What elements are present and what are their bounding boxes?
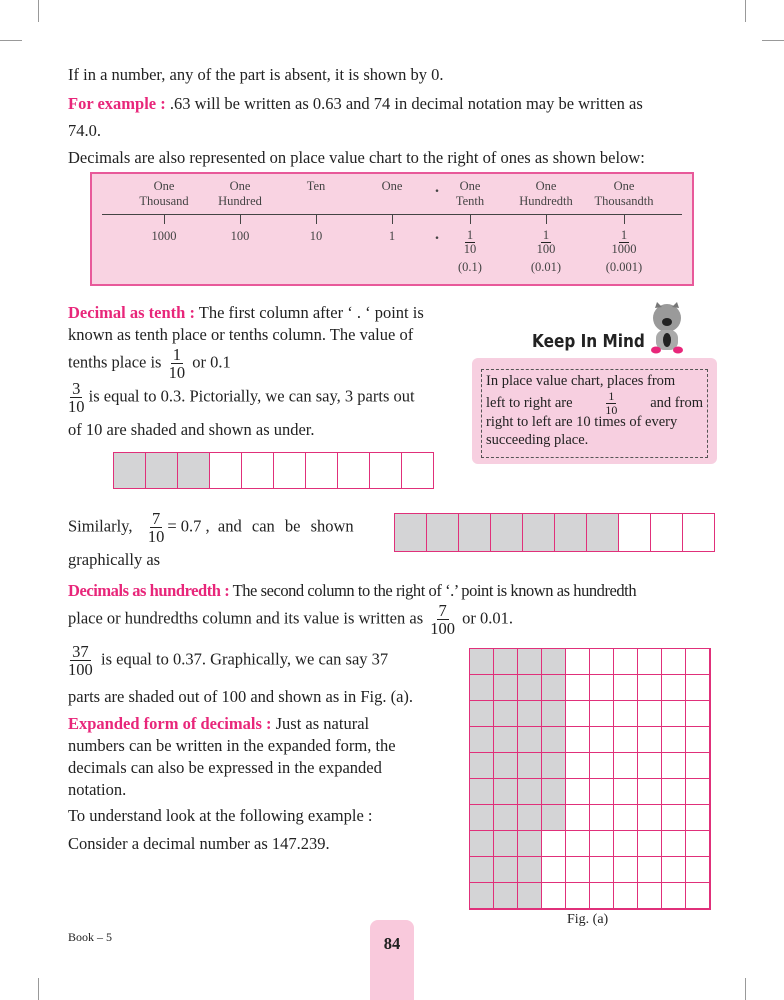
cell <box>370 453 402 488</box>
shaded-cell <box>494 727 518 753</box>
cell <box>590 649 614 675</box>
crop-mark <box>0 40 22 41</box>
place-tick <box>470 214 471 224</box>
place-value: 100 <box>230 229 250 243</box>
cell <box>662 857 686 883</box>
cell <box>306 453 338 488</box>
cell <box>686 857 710 883</box>
cell <box>686 805 710 831</box>
shaded-cell <box>587 514 619 551</box>
shaded-cell <box>470 649 494 675</box>
crop-mark <box>762 40 784 41</box>
cell <box>662 831 686 857</box>
text: The second column to the right of ‘.’ point is known as hundredth <box>229 581 637 600</box>
expanded-paragraph <box>68 713 448 801</box>
page-number <box>370 920 414 1000</box>
shaded-cell <box>494 883 518 909</box>
shaded-cell <box>494 675 518 701</box>
cell <box>686 831 710 857</box>
cell <box>274 453 306 488</box>
cell <box>590 753 614 779</box>
denominator: 10 <box>605 402 618 417</box>
shaded-cell <box>146 453 178 488</box>
shaded-cell <box>542 701 566 727</box>
place-fraction <box>579 229 669 275</box>
text: and from <box>650 395 703 411</box>
text: Thousandth <box>594 194 654 208</box>
text: Consider a decimal number as 147.239. <box>68 834 330 853</box>
expanded-label: Expanded form of decimals : <box>68 714 272 733</box>
shaded-cell <box>470 857 494 883</box>
cell <box>566 883 590 909</box>
cell <box>638 701 662 727</box>
keep-in-mind-box <box>472 358 717 464</box>
cell <box>638 831 662 857</box>
shaded-cell <box>459 514 491 551</box>
decimal-value: (0.1) <box>458 260 482 275</box>
shaded-cell <box>470 727 494 753</box>
cell <box>651 514 683 551</box>
cell <box>566 779 590 805</box>
cell <box>566 675 590 701</box>
keep-in-mind-text <box>481 369 708 458</box>
shaded-cell <box>542 805 566 831</box>
shaded-cell <box>494 753 518 779</box>
shaded-cell <box>114 453 146 488</box>
text: notation. <box>68 780 127 799</box>
numerator: 7 <box>151 509 161 528</box>
shaded-cell <box>470 831 494 857</box>
fraction <box>464 229 477 256</box>
figure-caption: Fig. (a) <box>567 912 609 927</box>
text: One <box>153 179 175 193</box>
place-fraction <box>501 229 591 275</box>
place-tick <box>392 214 393 224</box>
cell <box>662 649 686 675</box>
text: The first column after ‘ . ‘ point is <box>194 303 424 322</box>
shaded-cell <box>518 883 542 909</box>
cell <box>566 649 590 675</box>
shaded-cell <box>494 831 518 857</box>
shaded-cell <box>491 514 523 551</box>
shaded-cell <box>518 727 542 753</box>
text: One <box>381 179 403 193</box>
text: graphically as <box>68 550 161 569</box>
cell <box>566 727 590 753</box>
place-tick <box>316 214 317 224</box>
place-header <box>579 179 669 209</box>
cell <box>686 753 710 779</box>
text: is equal to 0.3. Pictorially, we can say, 3 parts out <box>88 386 415 406</box>
text: To understand look at the following example : <box>68 806 373 825</box>
cell <box>542 883 566 909</box>
text: One <box>459 179 481 193</box>
hundredth-example <box>68 643 388 679</box>
example-text-cont: 74.0. <box>68 121 101 140</box>
decimal-point: . <box>435 179 439 196</box>
cell <box>614 701 638 727</box>
shaded-cell <box>470 883 494 909</box>
cell <box>590 675 614 701</box>
shaded-cell <box>518 779 542 805</box>
text: numbers can be written in the expanded form, the <box>68 736 396 755</box>
text: Hundred <box>218 194 262 208</box>
cell <box>566 701 590 727</box>
shaded-cell <box>542 649 566 675</box>
cell <box>614 883 638 909</box>
cell <box>662 779 686 805</box>
shaded-cell <box>470 675 494 701</box>
text: succeeding place. <box>486 432 589 448</box>
text: = 0.7 , <box>167 516 210 536</box>
denominator: 1000 <box>611 242 637 257</box>
cell <box>566 805 590 831</box>
place-tick <box>240 214 241 224</box>
place-header <box>347 179 437 194</box>
crop-mark <box>38 0 39 22</box>
text: of 10 are shaded and shown as under. <box>68 420 315 439</box>
cell <box>683 514 714 551</box>
cell <box>590 727 614 753</box>
denominator: 100 <box>68 660 93 680</box>
cell <box>210 453 242 488</box>
keep-in-mind-title: Keep In Mind <box>532 331 645 352</box>
fraction <box>68 380 85 416</box>
cell <box>566 831 590 857</box>
cell <box>619 514 651 551</box>
denominator: 10 <box>68 397 85 417</box>
crop-mark <box>745 978 746 1000</box>
cell <box>614 753 638 779</box>
text-line <box>486 388 703 417</box>
cell <box>542 831 566 857</box>
hundredth-label: Decimals as hundredth : <box>68 581 230 600</box>
fraction <box>612 229 637 256</box>
numerator: 1 <box>542 228 550 242</box>
text: Tenth <box>455 194 485 208</box>
text: One <box>229 179 251 193</box>
fraction <box>68 643 93 679</box>
cell <box>662 675 686 701</box>
fraction <box>430 602 455 638</box>
text: tenths place is <box>68 352 162 372</box>
place-value: 1 <box>388 229 396 243</box>
text: One <box>613 179 635 193</box>
cell <box>402 453 433 488</box>
cell <box>686 779 710 805</box>
cell <box>590 779 614 805</box>
shaded-cell <box>518 649 542 675</box>
cell <box>638 779 662 805</box>
shaded-cell <box>542 727 566 753</box>
cell <box>686 701 710 727</box>
cell <box>590 857 614 883</box>
text: right to left are 10 times of every <box>486 414 678 430</box>
text: Ten <box>306 179 326 193</box>
numerator: 1 <box>608 388 615 403</box>
tenth-value-line <box>68 346 231 382</box>
crop-mark <box>38 978 39 1000</box>
cell <box>614 831 638 857</box>
place-tick <box>164 214 165 224</box>
shaded-cell <box>518 753 542 779</box>
numerator: 7 <box>438 601 447 620</box>
cell <box>662 753 686 779</box>
cell <box>614 727 638 753</box>
text: is equal to 0.37. Graphically, we can say 37 <box>101 649 389 669</box>
shaded-cell <box>518 857 542 883</box>
cell <box>638 727 662 753</box>
shaded-cell <box>178 453 210 488</box>
shaded-cell <box>494 805 518 831</box>
text: decimals can also be expressed in the expanded <box>68 758 382 777</box>
numerator: 1 <box>620 228 628 242</box>
shaded-cell <box>494 649 518 675</box>
decimal-point: . <box>435 226 439 243</box>
text: or 0.1 <box>192 352 231 372</box>
shaded-cell <box>518 701 542 727</box>
shaded-cell <box>470 779 494 805</box>
cell <box>662 883 686 909</box>
example-paragraph <box>68 94 643 114</box>
shaded-cell <box>518 805 542 831</box>
shaded-cell <box>542 779 566 805</box>
shaded-cell <box>523 514 555 551</box>
place-tick <box>624 214 625 224</box>
shaded-cell <box>470 805 494 831</box>
shaded-cell <box>518 831 542 857</box>
cell <box>638 883 662 909</box>
decimal-value: (0.001) <box>605 260 643 275</box>
text: Just as natural <box>271 714 370 733</box>
denominator: 10 <box>168 363 186 383</box>
place-header <box>501 179 591 209</box>
cell <box>638 753 662 779</box>
intro-text: If in a number, any of the part is absent, it is shown by 0. <box>68 65 444 84</box>
shaded-cell <box>470 701 494 727</box>
cat-mascot-icon <box>643 300 691 356</box>
shaded-cell <box>494 779 518 805</box>
hundred-grid <box>469 648 711 910</box>
cell <box>614 857 638 883</box>
text: parts are shaded out of 100 and shown as in Fig. (a). <box>68 687 414 706</box>
shaded-cell <box>494 701 518 727</box>
fraction <box>148 510 165 546</box>
denominator: 10 <box>463 242 477 257</box>
book-label: Book – 5 <box>68 930 113 944</box>
shaded-cell <box>542 675 566 701</box>
shaded-cell <box>427 514 459 551</box>
tenths-strip-7 <box>394 513 715 552</box>
text: known as tenth place or tenths column. The value of <box>68 325 414 344</box>
cell <box>638 805 662 831</box>
numerator: 1 <box>172 345 181 364</box>
cell <box>590 805 614 831</box>
place-value: 10 <box>309 229 323 243</box>
cell <box>686 649 710 675</box>
similarly-line <box>68 510 354 546</box>
cell <box>638 649 662 675</box>
tenth-paragraph <box>68 302 468 346</box>
cell <box>662 727 686 753</box>
cell <box>686 727 710 753</box>
shaded-cell <box>518 675 542 701</box>
shaded-cell <box>395 514 427 551</box>
cell <box>242 453 274 488</box>
cell <box>638 857 662 883</box>
place-tick <box>546 214 547 224</box>
page-number-text: 84 <box>383 934 401 953</box>
numerator: 3 <box>72 379 81 398</box>
text: place or hundredths column and its value is written as <box>68 608 424 628</box>
tenth-label: Decimal as tenth : <box>68 303 195 322</box>
text: left to right are <box>486 395 573 411</box>
text: or 0.01. <box>462 608 513 628</box>
hundredth-paragraph <box>68 581 636 601</box>
text: Similarly, <box>68 516 133 536</box>
shaded-cell <box>555 514 587 551</box>
decimal-value: (0.01) <box>530 260 562 275</box>
shaded-cell <box>494 857 518 883</box>
shaded-cell <box>542 753 566 779</box>
denominator: 100 <box>430 619 455 639</box>
numerator: 37 <box>72 642 89 661</box>
fraction <box>169 346 186 382</box>
example-text: .63 will be written as 0.63 and 74 in decimal notation may be written as <box>165 94 643 113</box>
cell <box>338 453 370 488</box>
text: Hundredth <box>519 194 573 208</box>
cell <box>614 805 638 831</box>
denominator: 10 <box>147 527 165 547</box>
shaded-cell <box>470 753 494 779</box>
hundredth-line2 <box>68 602 513 638</box>
text: Thousand <box>139 194 189 208</box>
numerator: 1 <box>466 228 474 242</box>
cell <box>566 753 590 779</box>
fraction <box>537 229 556 256</box>
cell <box>614 779 638 805</box>
cell <box>686 883 710 909</box>
denominator: 100 <box>536 242 556 257</box>
place-value-chart <box>90 172 694 286</box>
cell <box>662 701 686 727</box>
tenths-strip-3 <box>113 452 434 489</box>
cell <box>590 831 614 857</box>
place-value: 1000 <box>151 229 177 243</box>
text: In place value chart, places from <box>486 373 676 389</box>
text: and can be shown <box>217 516 354 536</box>
cell <box>590 701 614 727</box>
crop-mark <box>745 0 746 22</box>
cell <box>614 649 638 675</box>
cell <box>566 857 590 883</box>
cell <box>686 675 710 701</box>
cell <box>614 675 638 701</box>
cell <box>542 857 566 883</box>
example-label: For example : <box>68 94 166 113</box>
cell <box>662 805 686 831</box>
cell <box>638 675 662 701</box>
tenth-example-line <box>68 380 415 416</box>
chart-intro: Decimals are also represented on place value chart to the right of ones as shown below: <box>68 148 645 167</box>
cell <box>590 883 614 909</box>
text: One <box>535 179 557 193</box>
